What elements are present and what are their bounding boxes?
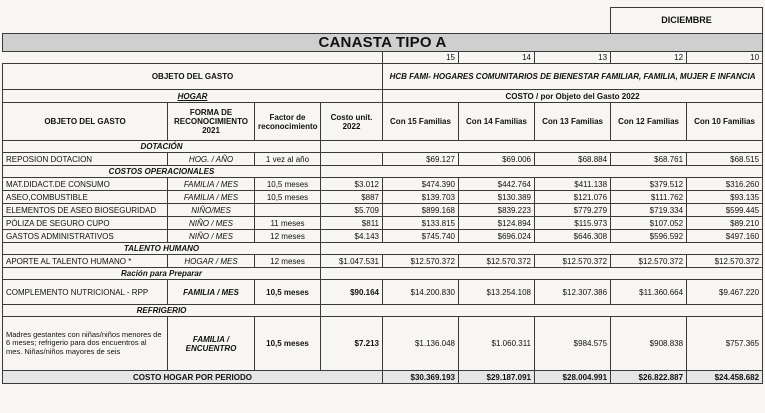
row-unit: $3.012 bbox=[321, 178, 383, 191]
total-label: COSTO HOGAR POR PERIODO bbox=[3, 371, 383, 384]
row-value: $12.570.372 bbox=[535, 255, 611, 268]
row-factor: 12 meses bbox=[255, 255, 321, 268]
row-unit bbox=[321, 153, 383, 166]
total-row bbox=[3, 371, 763, 384]
row-unit: $5.709 bbox=[321, 204, 383, 217]
table-row bbox=[3, 178, 763, 191]
table-row bbox=[3, 204, 763, 217]
row-value: $12.570.372 bbox=[687, 255, 763, 268]
table-row bbox=[3, 280, 763, 305]
row-unit: $1.047.531 bbox=[321, 255, 383, 268]
row-value: $11.360.664 bbox=[611, 280, 687, 305]
row-factor: 10,5 meses bbox=[255, 317, 321, 371]
family-count-14: 14 bbox=[459, 52, 535, 64]
family-count-10: 10 bbox=[687, 52, 763, 64]
row-factor: 10,5 meses bbox=[255, 280, 321, 305]
row-value: $908.838 bbox=[611, 317, 687, 371]
row-value: $9.467.220 bbox=[687, 280, 763, 305]
row-forma: FAMILIA / MES bbox=[168, 191, 255, 204]
row-value: $379.512 bbox=[611, 178, 687, 191]
row-name: PÓLIZA DE SEGURO CUPO bbox=[3, 217, 168, 230]
row-value: $133.815 bbox=[383, 217, 459, 230]
row-forma: NIÑO / MES bbox=[168, 217, 255, 230]
section-operacionales: COSTOS OPERACIONALES bbox=[3, 166, 321, 178]
section-racion: Ración para Preparar bbox=[3, 268, 321, 280]
row-value: $719.334 bbox=[611, 204, 687, 217]
total-value: $24.458.682 bbox=[687, 371, 763, 384]
row-factor: 11 meses bbox=[255, 217, 321, 230]
row-value: $139.703 bbox=[383, 191, 459, 204]
family-count-12: 12 bbox=[611, 52, 687, 64]
row-unit: $4.143 bbox=[321, 230, 383, 243]
row-unit: $887 bbox=[321, 191, 383, 204]
row-value: $14.200.830 bbox=[383, 280, 459, 305]
row-value: $93.135 bbox=[687, 191, 763, 204]
row-forma: HOG. / AÑO bbox=[168, 153, 255, 166]
row-value: $111.762 bbox=[611, 191, 687, 204]
blank-top bbox=[3, 8, 611, 34]
row-name: COMPLEMENTO NUTRICIONAL - RPP bbox=[3, 280, 168, 305]
table-row bbox=[3, 153, 763, 166]
row-value: $12.570.372 bbox=[611, 255, 687, 268]
month-label: DICIEMBRE bbox=[611, 8, 763, 34]
row-name: REPOSION DOTACION bbox=[3, 153, 168, 166]
total-value: $26.822.887 bbox=[611, 371, 687, 384]
col-forma: FORMA DE RECONOCIMIENTO 2021 bbox=[168, 103, 255, 141]
row-value: $745.740 bbox=[383, 230, 459, 243]
col-costo-unit: Costo unit. 2022 bbox=[321, 103, 383, 141]
row-value: $899.168 bbox=[383, 204, 459, 217]
col-10-familias: Con 10 Familias bbox=[687, 103, 763, 141]
col-objeto: OBJETO DEL GASTO bbox=[3, 103, 168, 141]
row-value: $646.308 bbox=[535, 230, 611, 243]
row-value: $411.138 bbox=[535, 178, 611, 191]
row-value: $115.973 bbox=[535, 217, 611, 230]
row-value: $696.024 bbox=[459, 230, 535, 243]
blank-counts bbox=[3, 52, 383, 64]
row-name: MAT.DIDACT.DE CONSUMO bbox=[3, 178, 168, 191]
section-talento-blank bbox=[321, 243, 763, 255]
row-factor: 10,5 meses bbox=[255, 178, 321, 191]
row-value: $13.254.108 bbox=[459, 280, 535, 305]
row-name: GASTOS ADMINISTRATIVOS bbox=[3, 230, 168, 243]
row-forma: NIÑO/MES bbox=[168, 204, 255, 217]
row-value: $12.570.372 bbox=[383, 255, 459, 268]
row-value: $596.592 bbox=[611, 230, 687, 243]
row-value: $474.390 bbox=[383, 178, 459, 191]
canasta-table bbox=[2, 7, 763, 384]
row-forma: FAMILIA / ENCUENTRO bbox=[168, 317, 255, 371]
row-name: APORTE AL TALENTO HUMANO * bbox=[3, 255, 168, 268]
total-value: $28.004.991 bbox=[535, 371, 611, 384]
row-value: $69.006 bbox=[459, 153, 535, 166]
objeto-gasto-header: OBJETO DEL GASTO bbox=[3, 64, 383, 90]
row-value: $130.389 bbox=[459, 191, 535, 204]
section-operacionales-blank bbox=[321, 166, 763, 178]
col-factor: Factor de reconocimiento bbox=[255, 103, 321, 141]
costo-header: COSTO / por Objeto del Gasto 2022 bbox=[383, 90, 763, 103]
row-name: ASEO,COMBUSTIBLE bbox=[3, 191, 168, 204]
row-value: $124.894 bbox=[459, 217, 535, 230]
program-description: HCB FAMI- HOGARES COMUNITARIOS DE BIENESTAR FAMILIAR, FAMILIA, MUJER E INFANCIA bbox=[383, 64, 763, 90]
col-13-familias: Con 13 Familias bbox=[535, 103, 611, 141]
row-factor: 10,5 meses bbox=[255, 191, 321, 204]
section-refrigerio-blank bbox=[321, 305, 763, 317]
col-12-familias: Con 12 Familias bbox=[611, 103, 687, 141]
row-value: $497.160 bbox=[687, 230, 763, 243]
page-title: CANASTA TIPO A bbox=[3, 34, 763, 52]
col-15-familias: Con 15 Familias bbox=[383, 103, 459, 141]
row-value: $69.127 bbox=[383, 153, 459, 166]
row-value: $89.210 bbox=[687, 217, 763, 230]
row-value: $12.570.372 bbox=[459, 255, 535, 268]
family-count-13: 13 bbox=[535, 52, 611, 64]
row-value: $316.260 bbox=[687, 178, 763, 191]
row-value: $68.884 bbox=[535, 153, 611, 166]
section-dotacion-blank bbox=[321, 141, 763, 153]
row-value: $107.052 bbox=[611, 217, 687, 230]
row-unit: $7.213 bbox=[321, 317, 383, 371]
section-racion-blank bbox=[321, 268, 763, 280]
row-forma: FAMILIA / MES bbox=[168, 178, 255, 191]
row-value: $757.365 bbox=[687, 317, 763, 371]
table-row bbox=[3, 317, 763, 371]
table-row bbox=[3, 191, 763, 204]
section-talento: TALENTO HUMANO bbox=[3, 243, 321, 255]
row-factor: 12 meses bbox=[255, 230, 321, 243]
row-value: $599.445 bbox=[687, 204, 763, 217]
row-value: $68.761 bbox=[611, 153, 687, 166]
table-row bbox=[3, 230, 763, 243]
row-value: $1.136.048 bbox=[383, 317, 459, 371]
table-row bbox=[3, 255, 763, 268]
row-unit: $90.164 bbox=[321, 280, 383, 305]
row-forma: FAMILIA / MES bbox=[168, 280, 255, 305]
row-value: $442.764 bbox=[459, 178, 535, 191]
row-name: Madres gestantes con niñas/niños menores de 6 meses; refrigerio para dos encuentros al mes. Niñas/niños mayores de seis bbox=[3, 317, 168, 371]
col-14-familias: Con 14 Familias bbox=[459, 103, 535, 141]
row-value: $12.307.386 bbox=[535, 280, 611, 305]
total-value: $29.187.091 bbox=[459, 371, 535, 384]
row-value: $984.575 bbox=[535, 317, 611, 371]
total-value: $30.369.193 bbox=[383, 371, 459, 384]
family-count-15: 15 bbox=[383, 52, 459, 64]
row-factor: 1 vez al año bbox=[255, 153, 321, 166]
row-value: $839.223 bbox=[459, 204, 535, 217]
hogar-label: HOGAR bbox=[3, 90, 383, 103]
row-unit: $811 bbox=[321, 217, 383, 230]
row-value: $1.060.311 bbox=[459, 317, 535, 371]
table-row bbox=[3, 217, 763, 230]
row-forma: NIÑO / MES bbox=[168, 230, 255, 243]
row-value: $68.515 bbox=[687, 153, 763, 166]
row-name: ELEMENTOS DE ASEO BIOSEGURIDAD bbox=[3, 204, 168, 217]
section-refrigerio: REFRIGERIO bbox=[3, 305, 321, 317]
row-value: $779.279 bbox=[535, 204, 611, 217]
row-value: $121.076 bbox=[535, 191, 611, 204]
section-dotacion: DOTACIÓN bbox=[3, 141, 321, 153]
row-factor bbox=[255, 204, 321, 217]
row-forma: HOGAR / MES bbox=[168, 255, 255, 268]
